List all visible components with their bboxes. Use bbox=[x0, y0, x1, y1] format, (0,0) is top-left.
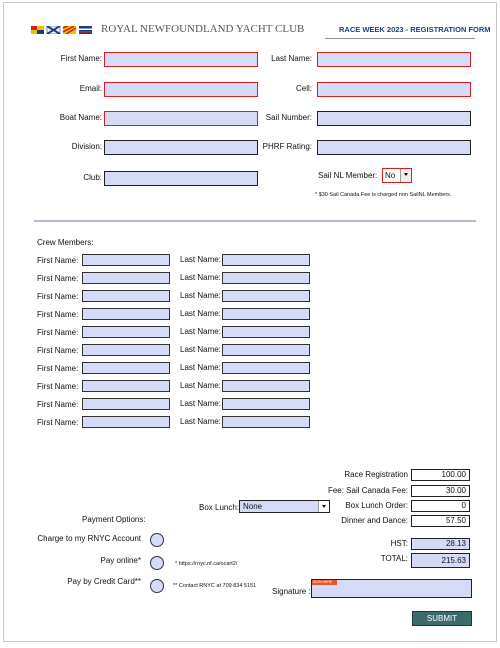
phrf-label: PHRF Rating: bbox=[262, 142, 312, 151]
club-name: ROYAL NEWFOUNDLAND YACHT CLUB bbox=[101, 23, 305, 35]
crew-first-name-field[interactable] bbox=[82, 326, 170, 338]
cell-label: Cell: bbox=[295, 84, 312, 93]
sail-canada-note: * $30 Sail Canada Fee is charged non SailNL Members. bbox=[315, 192, 452, 198]
boat-name-field[interactable] bbox=[104, 111, 258, 126]
crew-first-name-field[interactable] bbox=[82, 272, 170, 284]
crew-last-name-label: Last Name: bbox=[180, 327, 221, 336]
box-lunch-order-label: Box Lunch Order: bbox=[345, 501, 408, 510]
email-label: Email: bbox=[79, 84, 102, 93]
crew-first-name-label: First Name: bbox=[37, 328, 79, 337]
pay-online-note: * https://rnyc.nf.ca/ocart2/ bbox=[175, 561, 238, 567]
crew-last-name-field[interactable] bbox=[222, 308, 310, 320]
hst-label: HST: bbox=[390, 539, 408, 548]
sail-nl-member-label: Sail NL Member: bbox=[318, 171, 378, 180]
credit-card-radio[interactable] bbox=[150, 579, 164, 593]
crew-last-name-label: Last Name: bbox=[180, 417, 221, 426]
crew-last-name-field[interactable] bbox=[222, 254, 310, 266]
crew-last-name-field[interactable] bbox=[222, 416, 310, 428]
cell-field[interactable] bbox=[317, 82, 471, 97]
email-field[interactable] bbox=[104, 82, 258, 97]
sail-nl-member-value: No bbox=[385, 171, 396, 180]
crew-last-name-label: Last Name: bbox=[180, 399, 221, 408]
total-label: TOTAL: bbox=[380, 554, 408, 563]
flag-2-icon bbox=[47, 26, 60, 34]
crew-first-name-field[interactable] bbox=[82, 416, 170, 428]
chevron-down-icon[interactable] bbox=[318, 501, 329, 512]
credit-card-label: Pay by Credit Card** bbox=[67, 577, 141, 586]
crew-heading: Crew Members: bbox=[37, 238, 94, 247]
crew-first-name-label: First Name: bbox=[37, 310, 79, 319]
rnyc-account-label: Charge to my RNYC Account bbox=[37, 534, 141, 543]
header-divider bbox=[325, 38, 475, 39]
sail-number-label: Sail Number: bbox=[265, 113, 312, 122]
boat-name-label: Boat Name: bbox=[59, 113, 102, 122]
payment-heading: Payment Options: bbox=[82, 515, 146, 524]
dinner-dance-amount: 57.50 bbox=[411, 515, 470, 527]
last-name-label: Last Name: bbox=[271, 54, 312, 63]
total-amount: 215.63 bbox=[411, 553, 470, 568]
race-registration-amount: 100.00 bbox=[411, 469, 470, 481]
club-flags bbox=[31, 26, 93, 34]
crew-last-name-field[interactable] bbox=[222, 398, 310, 410]
crew-last-name-label: Last Name: bbox=[180, 273, 221, 282]
submit-button[interactable]: SUBMIT bbox=[412, 611, 472, 626]
box-lunch-value: None bbox=[243, 502, 263, 511]
crew-last-name-label: Last Name: bbox=[180, 309, 221, 318]
first-name-label: First Name: bbox=[60, 54, 102, 63]
crew-first-name-label: First Name: bbox=[37, 274, 79, 283]
crew-last-name-label: Last Name: bbox=[180, 345, 221, 354]
sail-canada-fee-amount: 30.00 bbox=[411, 485, 470, 497]
flag-1-icon bbox=[31, 26, 44, 34]
crew-first-name-label: First Name: bbox=[37, 346, 79, 355]
box-lunch-order-amount: 0 bbox=[411, 500, 470, 512]
first-name-field[interactable] bbox=[104, 52, 258, 67]
crew-last-name-label: Last Name: bbox=[180, 255, 221, 264]
crew-last-name-field[interactable] bbox=[222, 362, 310, 374]
rnyc-account-radio[interactable] bbox=[150, 533, 164, 547]
box-lunch-select[interactable] bbox=[239, 500, 330, 513]
registration-form bbox=[3, 2, 497, 642]
crew-first-name-field[interactable] bbox=[82, 344, 170, 356]
signature-label: Signature : bbox=[272, 587, 311, 596]
crew-last-name-label: Last Name: bbox=[180, 291, 221, 300]
crew-first-name-field[interactable] bbox=[82, 254, 170, 266]
crew-last-name-label: Last Name: bbox=[180, 363, 221, 372]
sign-here-tag: SIGN HERE bbox=[312, 580, 337, 585]
crew-first-name-label: First Name: bbox=[37, 364, 79, 373]
last-name-field[interactable] bbox=[317, 52, 471, 67]
crew-first-name-field[interactable] bbox=[82, 290, 170, 302]
flag-4-icon bbox=[79, 26, 92, 34]
crew-first-name-label: First Name: bbox=[37, 400, 79, 409]
crew-last-name-field[interactable] bbox=[222, 290, 310, 302]
crew-last-name-field[interactable] bbox=[222, 344, 310, 356]
crew-last-name-field[interactable] bbox=[222, 272, 310, 284]
chevron-down-icon[interactable] bbox=[400, 169, 411, 182]
race-registration-label: Race Registration bbox=[344, 470, 408, 479]
sail-canada-fee-label: Fee: Sail Canada Fee: bbox=[327, 486, 408, 495]
crew-first-name-label: First Name: bbox=[37, 418, 79, 427]
crew-last-name-field[interactable] bbox=[222, 326, 310, 338]
club-label: Club: bbox=[83, 173, 102, 182]
form-title: RACE WEEK 2023 - REGISTRATION FORM bbox=[339, 25, 491, 34]
credit-card-note: ** Contact RNYC at 709 834 5151 bbox=[173, 583, 257, 589]
sail-number-field[interactable] bbox=[317, 111, 471, 126]
pay-online-radio[interactable] bbox=[150, 556, 164, 570]
crew-first-name-field[interactable] bbox=[82, 398, 170, 410]
section-divider bbox=[34, 220, 476, 222]
flag-3-icon bbox=[63, 26, 76, 34]
division-field[interactable] bbox=[104, 140, 258, 155]
crew-first-name-label: First Name: bbox=[37, 382, 79, 391]
hst-amount: 28.13 bbox=[411, 538, 470, 550]
pay-online-label: Pay online* bbox=[100, 556, 141, 565]
crew-first-name-label: First Name: bbox=[37, 256, 79, 265]
phrf-field[interactable] bbox=[317, 140, 471, 155]
sail-nl-member-select[interactable] bbox=[382, 168, 412, 183]
club-field[interactable] bbox=[104, 171, 258, 186]
box-lunch-label: Box Lunch: bbox=[199, 503, 240, 512]
crew-first-name-field[interactable] bbox=[82, 308, 170, 320]
signature-field[interactable] bbox=[311, 579, 472, 598]
dinner-dance-label: Dinner and Dance: bbox=[341, 516, 408, 525]
crew-last-name-label: Last Name: bbox=[180, 381, 221, 390]
crew-last-name-field[interactable] bbox=[222, 380, 310, 392]
crew-first-name-field[interactable] bbox=[82, 380, 170, 392]
crew-first-name-field[interactable] bbox=[82, 362, 170, 374]
crew-first-name-label: First Name: bbox=[37, 292, 79, 301]
division-label: Division: bbox=[71, 142, 102, 151]
